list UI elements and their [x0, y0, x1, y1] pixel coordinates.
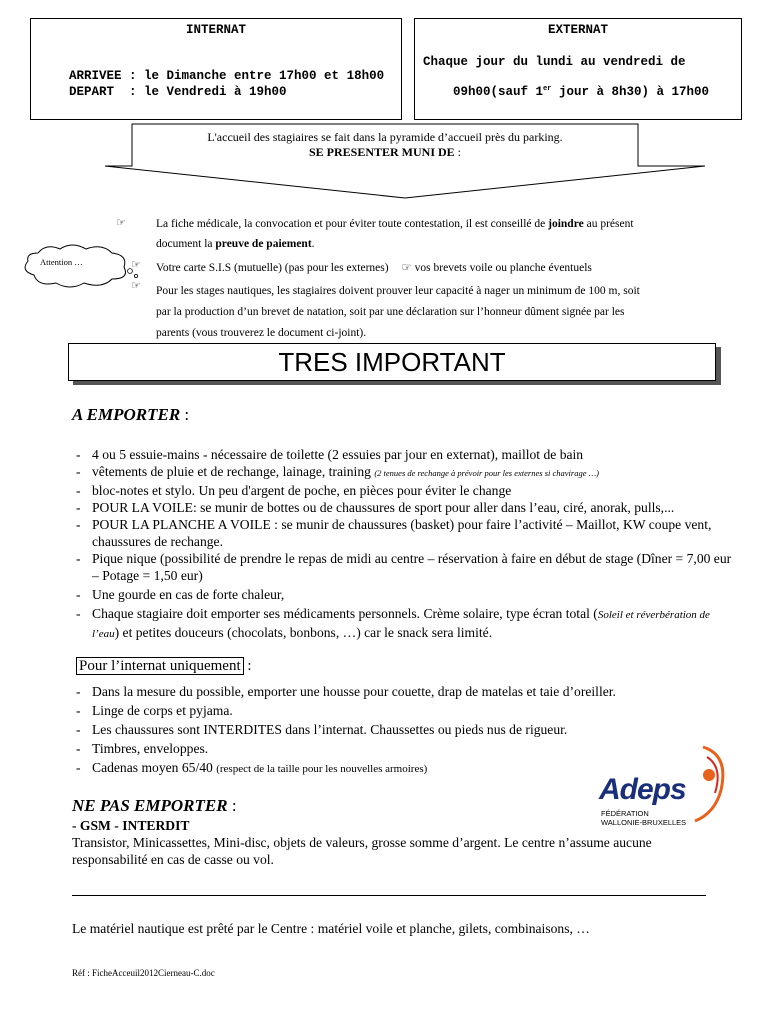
req-item1-b: au présent	[583, 218, 634, 230]
pointing-hand-icon: ☞	[116, 217, 126, 229]
externat-line2	[423, 71, 709, 113]
list-item	[72, 550, 732, 584]
internat-box	[30, 18, 402, 120]
adeps-brand-text: Adeps	[599, 773, 686, 806]
list-item	[72, 463, 732, 482]
tres-important-banner	[68, 343, 716, 381]
externat-line2-b: jour à 8h30) à 17h00	[551, 85, 709, 100]
list-item	[72, 586, 732, 603]
emporter-heading-suffix: :	[180, 405, 190, 424]
list-item	[72, 682, 732, 701]
list-item-text: 4 ou 5 essuie-mains - nécessaire de toilette (2 essuies par jour en externat), maillot de bain	[92, 447, 584, 462]
req-item1-bold2: preuve de paiement	[215, 238, 312, 250]
externat-line1: Chaque jour du lundi au vendredi de	[423, 55, 686, 69]
internat-only-heading	[76, 658, 252, 675]
emporter-heading-text: A EMPORTER	[72, 405, 181, 424]
req-item2	[156, 260, 592, 274]
list-item	[72, 499, 732, 516]
list-item-note: (2 tenues de rechange à prévoir pour les externes si chavirage …)	[374, 468, 599, 478]
externat-line2-a: 09h00(sauf 1	[453, 85, 544, 100]
arrivee-label: ARRIVEE :	[69, 69, 145, 83]
list-item-tail: ) et petites douceurs (chocolats, bonbons, …) car le snack sera limité.	[114, 625, 493, 640]
req-item1-line1	[156, 218, 634, 230]
req-item3-line1: Pour les stages nautiques, les stagiaires doivent prouver leur capacité à nager un minimum de 100 m, soit	[156, 285, 640, 297]
adeps-line1: FÉDÉRATION	[601, 809, 649, 818]
pointing-hand-icon: ☞	[401, 262, 412, 274]
list-item-small: (respect de la taille pour les nouvelles armoires)	[216, 763, 428, 775]
emporter-heading	[72, 405, 189, 425]
list-item-text: Une gourde en cas de forte chaleur,	[92, 587, 285, 602]
nautique-text: Le matériel nautique est prêté par le Centre : matériel voile et planche, gilets, combinaisons, …	[72, 921, 590, 936]
list-item-text: vêtements de pluie et de rechange, lainage, training	[92, 464, 375, 479]
req-item1-a: La fiche médicale, la convocation et pour éviter toute contestation, il est conseillé de	[156, 218, 549, 230]
pointing-hand-icon: ☞	[131, 259, 141, 271]
req-item3	[156, 281, 716, 344]
ne-pas-text: Transistor, Minicassettes, Mini-disc, objets de valeurs, grosse somme d’argent. Le centre n’assume aucune responsabilité en cas de casse ou vol.	[72, 835, 652, 867]
accueil-line2-bold: SE PRESENTER MUNI DE	[308, 145, 455, 159]
req-item3-line2: par la production d’un brevet de natation, soit par une déclaration sur l’honneur dûment signée par les	[156, 306, 625, 318]
adeps-logo	[595, 735, 735, 830]
accueil-line1: L'accueil des stagiaires se fait dans la pyramide d’accueil près du parking.	[207, 130, 563, 144]
list-item-text: Linge de corps et pyjama.	[92, 703, 233, 718]
emporter-list	[72, 446, 732, 643]
adeps-brand	[599, 773, 686, 807]
list-item-text: Cadenas moyen 65/40	[92, 760, 217, 775]
list-item-italic: Soleil et réverbération de l’eau	[92, 609, 710, 640]
depart-row	[39, 71, 287, 113]
gsm-line: - GSM - INTERDIT	[72, 818, 190, 833]
arrivee-value: le Dimanche entre 17h00 et 18h00	[144, 69, 385, 83]
ne-pas-heading	[72, 796, 237, 816]
req-item1-c: document la	[156, 238, 216, 250]
list-item-text: Timbres, enveloppes.	[92, 741, 209, 756]
list-item	[72, 482, 732, 499]
list-item	[72, 701, 732, 720]
internat-only-heading-text: Pour l’internat uniquement	[76, 657, 244, 675]
list-item-text: Pique nique (possibilité de prendre le repas de midi au centre – réservation à faire en début de stage (Dîner = 7,00 eur – Potage = 1,50 eur)	[92, 551, 732, 583]
pointing-hand-icon: ☞	[131, 280, 141, 292]
depart-label: DEPART :	[69, 85, 145, 99]
externat-line2-sup: er	[543, 85, 552, 93]
reference-text: Réf : FicheAcceuil2012Cierneau-C.doc	[72, 968, 215, 978]
accueil-line2	[132, 145, 638, 160]
list-item	[72, 516, 732, 550]
list-item-text: Chaque stagiaire doit emporter ses médicaments personnels. Crème solaire, type écran total (	[92, 606, 598, 621]
divider	[72, 895, 706, 896]
accueil-text	[132, 130, 638, 160]
req-item2-a: Votre carte S.I.S (mutuelle) (pas pour les externes)	[156, 262, 389, 274]
attention-label: Attention …	[40, 257, 83, 267]
accueil-line2-rest: :	[454, 145, 462, 159]
list-item-text: POUR LA VOILE: se munir de bottes ou de chaussures de sport pour aller dans l’eau, ciré, anorak, pulls,...	[92, 500, 675, 515]
ne-pas-heading-suffix: :	[227, 796, 237, 815]
list-item-text: bloc-notes et stylo. Un peu d'argent de poche, en pièces pour éviter le change	[92, 483, 512, 498]
list-item	[72, 605, 732, 643]
internat-title: INTERNAT	[185, 23, 246, 37]
depart-value: le Vendredi à 19h00	[144, 85, 287, 99]
adeps-line2: WALLONIE-BRUXELLES	[601, 818, 687, 827]
list-item-text: Dans la mesure du possible, emporter une housse pour couette, drap de matelas et taie d’oreiller.	[92, 684, 616, 699]
list-item	[72, 446, 732, 463]
internat-only-heading-suffix: :	[243, 658, 252, 674]
list-item-text: POUR LA PLANCHE A VOILE : se munir de chaussures (basket) pour faire l’activité – Maillot, KW coupe vent, chaussures de rechange.	[92, 517, 712, 549]
banner-text: TRES IMPORTANT	[278, 347, 506, 377]
ne-pas-heading-text: NE PAS EMPORTER	[72, 796, 228, 815]
req-item2-b: vos brevets voile ou planche éventuels	[414, 262, 592, 274]
req-item1-bold: joindre	[548, 218, 584, 230]
externat-title: EXTERNAT	[547, 23, 608, 37]
externat-box	[414, 18, 742, 120]
req-item1-d: .	[311, 238, 315, 250]
req-item3-line3: parents (vous trouverez le document ci-joint).	[156, 327, 367, 339]
req-item1-line2	[156, 238, 315, 250]
list-item-text: Les chaussures sont INTERDITES dans l’internat. Chaussettes ou pieds nus de rigueur.	[92, 722, 568, 737]
